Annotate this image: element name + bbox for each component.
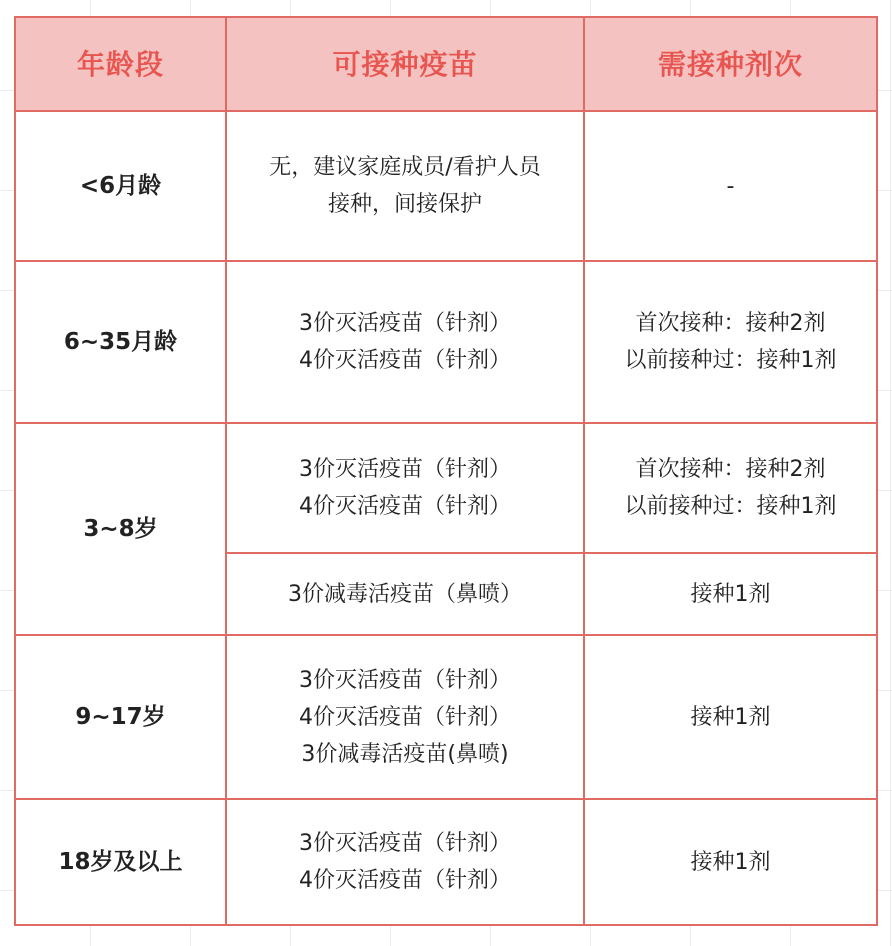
vaccine-line: 4价灭活疫苗（针剂） <box>299 348 511 373</box>
age-cell: 6~35月龄 <box>15 261 226 423</box>
table-row <box>15 635 877 799</box>
vaccine-line: 3价减毒活疫苗（鼻喷） <box>288 581 522 607</box>
vaccine-line: 4价灭活疫苗（针剂） <box>299 868 511 893</box>
header-row <box>15 17 877 111</box>
dose-cell <box>584 261 877 423</box>
age-cell: 3~8岁 <box>15 423 226 635</box>
dose-line: - <box>726 173 735 199</box>
dose-line: 首次接种：接种2剂 <box>635 311 826 336</box>
dose-cell <box>584 635 877 799</box>
vaccine-line: 无，建议家庭成员/看护人员 <box>269 155 541 180</box>
dose-cell <box>584 111 877 261</box>
vaccine-cell <box>226 111 584 261</box>
vaccine-cell <box>226 553 584 635</box>
vaccine-line: 3价灭活疫苗（针剂） <box>299 667 511 693</box>
dose-cell <box>584 799 877 925</box>
vaccine-cell <box>226 799 584 925</box>
vaccine-line: 3价减毒活疫苗(鼻喷) <box>301 741 509 767</box>
header-doses: 需接种剂次 <box>584 17 877 111</box>
dose-line: 首次接种：接种2剂 <box>635 457 826 482</box>
dose-line: 以前接种过：接种1剂 <box>624 348 837 373</box>
vaccine-line: 4价灭活疫苗（针剂） <box>299 704 511 730</box>
vaccine-cell <box>226 261 584 423</box>
dose-line: 以前接种过：接种1剂 <box>624 494 837 519</box>
age-cell: <6月龄 <box>15 111 226 261</box>
dose-line: 接种1剂 <box>690 849 771 875</box>
table-row <box>15 423 877 553</box>
table-row <box>15 111 877 261</box>
vaccine-line: 4价灭活疫苗（针剂） <box>299 494 511 519</box>
vaccine-line: 接种，间接保护 <box>327 192 482 217</box>
vaccine-line: 3价灭活疫苗（针剂） <box>299 831 511 856</box>
table-row <box>15 799 877 925</box>
dose-line: 接种1剂 <box>690 704 771 730</box>
dose-cell <box>584 423 877 553</box>
age-cell: 18岁及以上 <box>15 799 226 925</box>
vaccine-line: 3价灭活疫苗（针剂） <box>299 457 511 482</box>
vaccine-schedule-table <box>14 16 878 926</box>
dose-cell <box>584 553 877 635</box>
header-age-group: 年龄段 <box>15 17 226 111</box>
vaccine-cell <box>226 635 584 799</box>
dose-line: 接种1剂 <box>690 581 771 607</box>
vaccine-cell <box>226 423 584 553</box>
header-vaccines: 可接种疫苗 <box>226 17 584 111</box>
table-row <box>15 261 877 423</box>
age-cell: 9~17岁 <box>15 635 226 799</box>
vaccine-line: 3价灭活疫苗（针剂） <box>299 311 511 336</box>
